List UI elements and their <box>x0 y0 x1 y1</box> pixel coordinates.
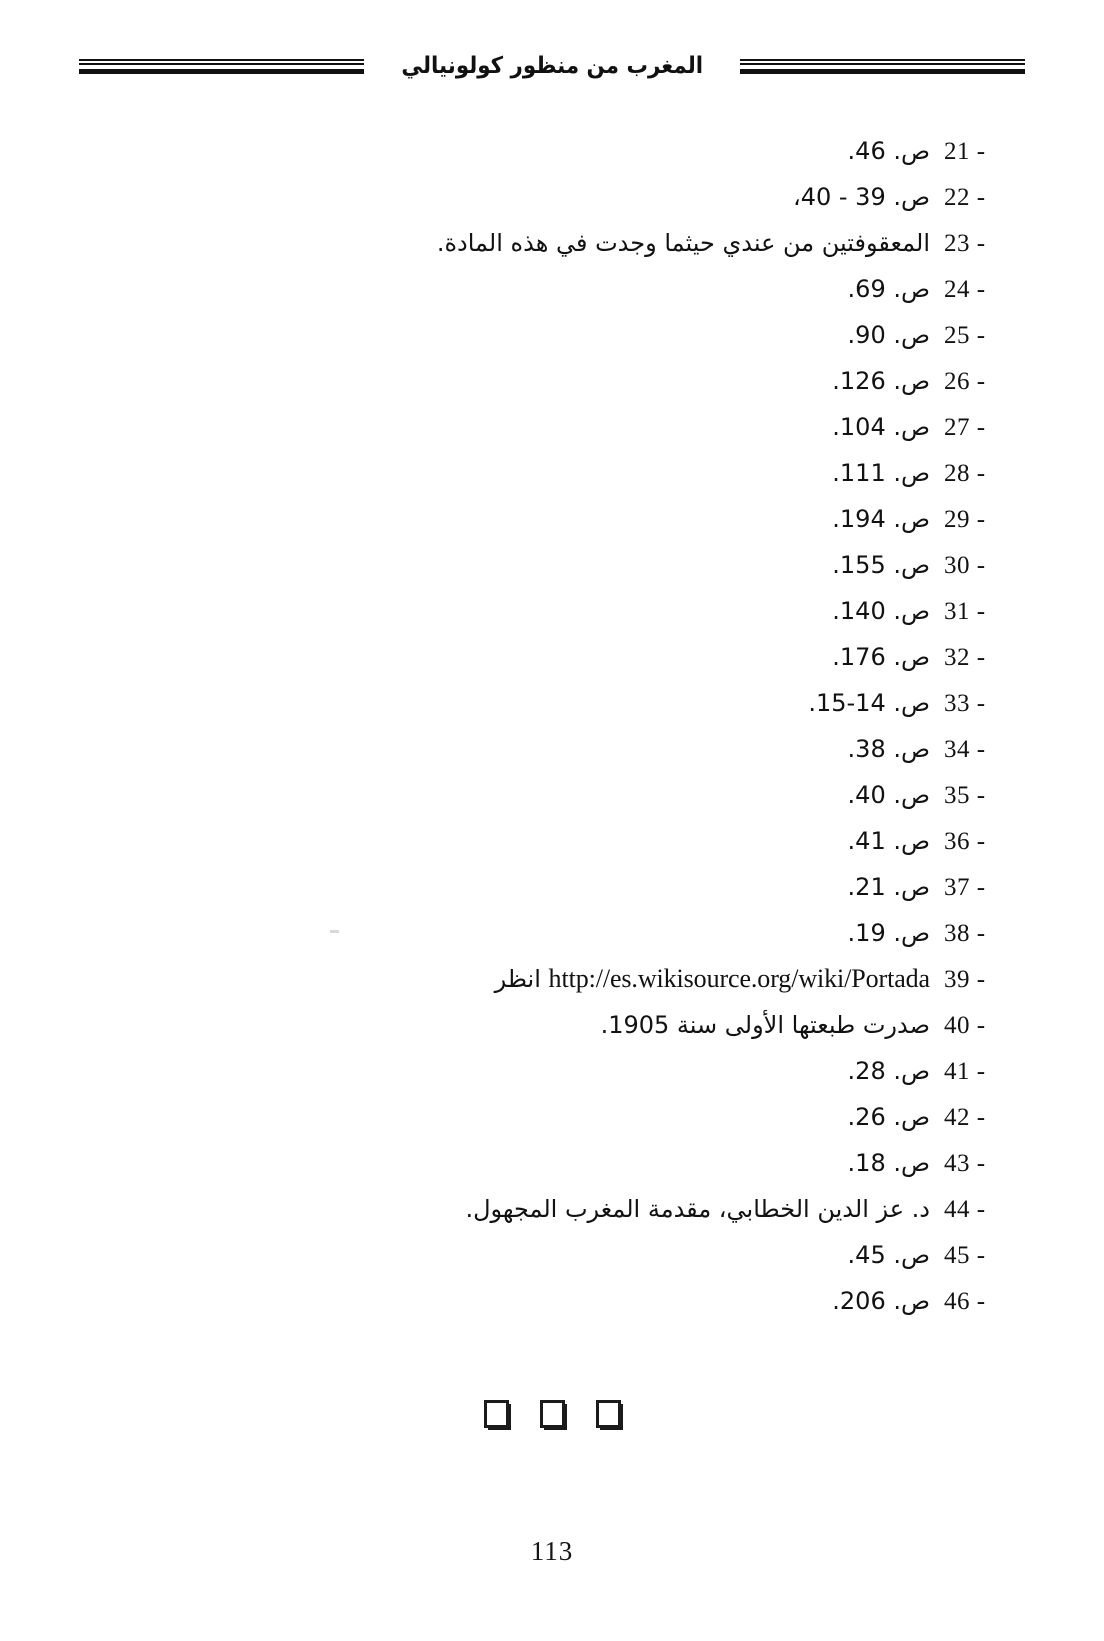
endnote-number: 32 - <box>944 644 986 671</box>
endnote-text: ص. 126. <box>832 367 930 395</box>
endnote-text: ص. 18. <box>847 1149 930 1177</box>
endnote-number: 42 - <box>944 1104 986 1131</box>
endnotes-list <box>86 128 1018 1324</box>
running-header <box>0 38 1104 94</box>
endnote-number: 41 - <box>944 1058 986 1085</box>
endnote-text: ص. 38. <box>847 735 930 763</box>
endnote-text: ص. 28. <box>847 1057 930 1085</box>
running-header-title: المغرب من منظور كولونيالي <box>401 53 703 79</box>
endnote-text: ص. 69. <box>847 275 930 303</box>
endnote-text: ص. 19. <box>847 919 930 947</box>
wikisource-url[interactable]: http://es.wikisource.org/wiki/Portada <box>548 964 930 993</box>
endnote-number: 36 - <box>944 828 986 855</box>
endnote-item <box>86 1186 1018 1232</box>
page-number: 113 <box>530 1536 574 1566</box>
endnote-number: 25 - <box>944 322 986 349</box>
scan-artifact <box>330 930 339 933</box>
endnote-item <box>86 266 1018 312</box>
endnote-number: 35 - <box>944 782 986 809</box>
endnote-text: ص. 206. <box>832 1287 930 1315</box>
endnote-text: ص. 155. <box>832 551 930 579</box>
endnote-item <box>86 174 1018 220</box>
endnote-number: 34 - <box>944 736 986 763</box>
endnote-number: 23 - <box>944 230 986 257</box>
endnote-text: صدرت طبعتها الأولى سنة 1905. <box>600 1011 930 1039</box>
endnote-text: ص. 40. <box>847 781 930 809</box>
endnote-item <box>86 588 1018 634</box>
endnote-number: 27 - <box>944 414 986 441</box>
endnote-see-label: انظر <box>494 965 541 993</box>
ornament-square-icon <box>484 1400 509 1428</box>
endnote-text: ص. 176. <box>832 643 930 671</box>
endnote-number: 26 - <box>944 368 986 395</box>
endnote-number: 40 - <box>944 1012 986 1039</box>
endnote-item <box>86 772 1018 818</box>
endnote-number: 31 - <box>944 598 986 625</box>
endnote-item <box>86 450 1018 496</box>
endnote-item <box>86 1094 1018 1140</box>
endnote-text: ص. 90. <box>847 321 930 349</box>
endnote-item <box>86 128 1018 174</box>
endnote-number: 38 - <box>944 920 986 947</box>
endnote-number: 33 - <box>944 690 986 717</box>
endnote-item <box>86 358 1018 404</box>
endnote-item <box>86 312 1018 358</box>
endnote-item <box>86 818 1018 864</box>
endnote-number: 46 - <box>944 1288 986 1315</box>
endnote-text: ص. 41. <box>847 827 930 855</box>
endnote-number: 44 - <box>944 1196 986 1223</box>
endnote-text: ص. 14-15. <box>808 689 930 717</box>
endnote-number: 28 - <box>944 460 986 487</box>
ornament-square-icon <box>596 1400 621 1428</box>
endnote-item <box>86 1278 1018 1324</box>
end-of-chapter-ornament <box>0 1400 1104 1428</box>
endnote-text: ص. 39 - 40، <box>792 183 930 211</box>
endnote-item <box>86 404 1018 450</box>
endnote-number: 29 - <box>944 506 986 533</box>
endnote-item <box>86 956 1018 1002</box>
endnote-number: 21 - <box>944 138 986 165</box>
decorative-rule-right <box>740 55 1025 77</box>
endnote-text <box>495 956 944 1002</box>
ornament-square-icon <box>540 1400 565 1428</box>
endnote-text: ص. 26. <box>847 1103 930 1131</box>
endnote-text: ص. 46. <box>847 137 930 165</box>
endnote-text: ص. 140. <box>832 597 930 625</box>
endnote-item <box>86 220 1018 266</box>
endnote-number: 22 - <box>944 184 986 211</box>
endnote-number: 37 - <box>944 874 986 901</box>
endnote-item <box>86 1002 1018 1048</box>
endnote-text: ص. 104. <box>832 413 930 441</box>
endnote-item <box>86 542 1018 588</box>
endnote-item <box>86 496 1018 542</box>
endnote-number: 30 - <box>944 552 986 579</box>
endnote-text: د. عز الدين الخطابي، مقدمة المغرب المجهول. <box>465 1195 930 1223</box>
endnote-item <box>86 1232 1018 1278</box>
endnote-text: المعقوفتين من عندي حيثما وجدت في هذه المادة. <box>436 229 930 257</box>
endnote-item <box>86 1140 1018 1186</box>
endnote-text: ص. 194. <box>832 505 930 533</box>
endnote-text: ص. 111. <box>832 459 930 487</box>
endnote-item <box>86 726 1018 772</box>
endnote-number: 45 - <box>944 1242 986 1269</box>
endnote-item <box>86 680 1018 726</box>
endnote-text: ص. 45. <box>847 1241 930 1269</box>
endnote-item <box>86 864 1018 910</box>
endnote-item <box>86 910 1018 956</box>
endnote-item <box>86 634 1018 680</box>
decorative-rule-left <box>79 55 364 77</box>
endnote-text: ص. 21. <box>847 873 930 901</box>
endnote-number: 39 - <box>944 966 986 993</box>
endnote-number: 43 - <box>944 1150 986 1177</box>
endnote-number: 24 - <box>944 276 986 303</box>
endnote-item <box>86 1048 1018 1094</box>
